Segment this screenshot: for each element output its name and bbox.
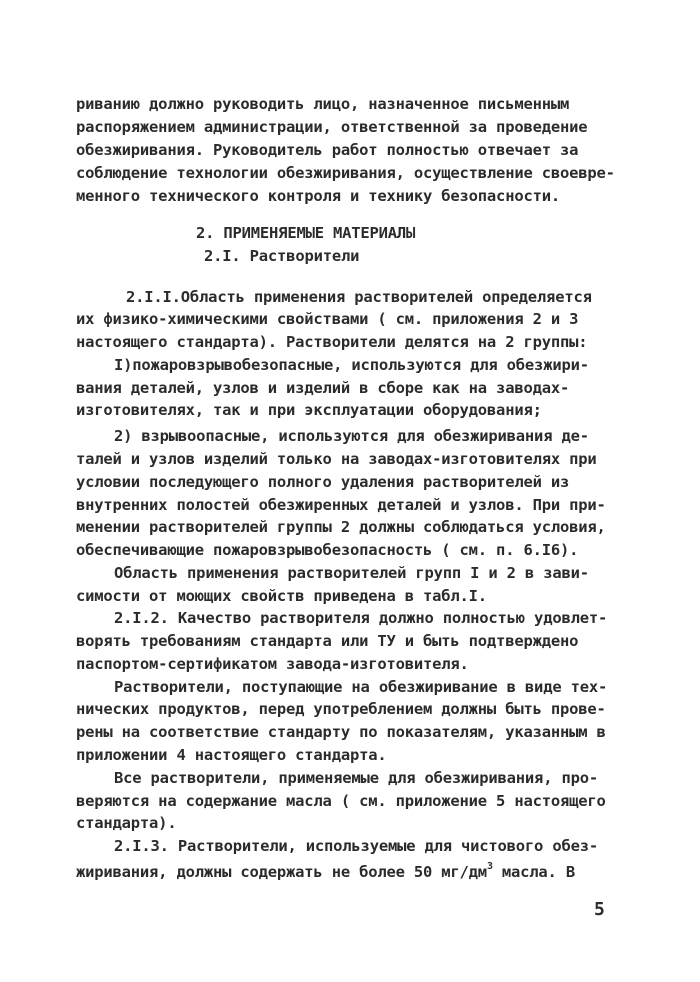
text-line: нических продуктов, перед употреблением должны быть прове- bbox=[76, 700, 606, 718]
text-line: менении растворителей группы 2 должны соблюдаться условия, bbox=[76, 518, 606, 536]
text-line: рены на соответствие стандарту по показателям, указанным в bbox=[76, 723, 606, 741]
text-line: внутренних полостей обезжиренных деталей и узлов. При при- bbox=[76, 496, 606, 514]
text-line: условии последующего полного удаления растворителей из bbox=[76, 473, 570, 491]
superscript: 3 bbox=[486, 861, 493, 872]
subsection-title: 2.I. Растворители bbox=[204, 247, 360, 265]
text-line: I)пожаровзрывобезопасные, используются для обезжири- bbox=[114, 356, 589, 374]
text-line: 2.I.2. Качество растворителя должно полностью удовлет- bbox=[114, 609, 608, 627]
text-line: симости от моющих свойств приведена в табл.I. bbox=[76, 587, 487, 605]
text-line: риванию должно руководить лицо, назначенное письменным bbox=[76, 95, 570, 113]
text-line: 2.I.3. Растворители, используемые для чистового обез- bbox=[114, 837, 598, 855]
text-line: Растворители, поступающие на обезжиривание в виде тех- bbox=[114, 678, 608, 696]
text-line: настоящего стандарта). Растворители делятся на 2 группы: bbox=[76, 333, 588, 351]
text-line: приложении 4 настоящего стандарта. bbox=[76, 746, 387, 764]
text-line: 2) взрывоопасные, используются для обезжиривания де- bbox=[114, 427, 589, 445]
text-line: вания деталей, узлов и изделий в сборе как на заводах- bbox=[76, 379, 570, 397]
text-line: распоряжением администрации, ответственной за проведение bbox=[76, 118, 588, 136]
text-line: менного технического контроля и технику безопасности. bbox=[76, 187, 560, 205]
section-title: 2. ПРИМЕНЯЕМЫЕ МАТЕРИАЛЫ bbox=[196, 224, 416, 242]
text-run: масла. В bbox=[492, 863, 575, 882]
text-line: талей и узлов изделий только на заводах-изготовителях при bbox=[76, 450, 597, 468]
text-run: жиривания, должны содержать не более 50 мг/дм bbox=[76, 863, 487, 882]
text-line: обеспечивающие пожаровзрывобезопасность ( см. п. 6.I6). bbox=[76, 541, 579, 559]
text-line: стандарта). bbox=[76, 814, 177, 832]
text-line: 2.I.I.Область применения растворителей определяется bbox=[126, 288, 592, 306]
text-line: паспортом-сертификатом завода-изготовителя. bbox=[76, 655, 469, 673]
text-line: обезжиривания. Руководитель работ полностью отвечает за bbox=[76, 141, 579, 159]
text-line: веряются на содержание масла ( см. приложение 5 настоящего bbox=[76, 792, 606, 810]
text-line: соблюдение технологии обезжиривания, осуществление своевре- bbox=[76, 164, 615, 182]
text-line: Все растворители, применяемые для обезжиривания, про- bbox=[114, 769, 598, 787]
text-line: изготовителях, так и при эксплуатации оборудования; bbox=[76, 401, 542, 419]
text-line: их физико-химическими свойствами ( см. приложения 2 и 3 bbox=[76, 310, 579, 328]
text-line bbox=[76, 859, 575, 882]
text-line: ворять требованиям стандарта или ТУ и быть подтверждено bbox=[76, 632, 579, 650]
text-line: Область применения растворителей групп I и 2 в зави- bbox=[114, 564, 589, 582]
page-number: 5 bbox=[594, 899, 605, 920]
